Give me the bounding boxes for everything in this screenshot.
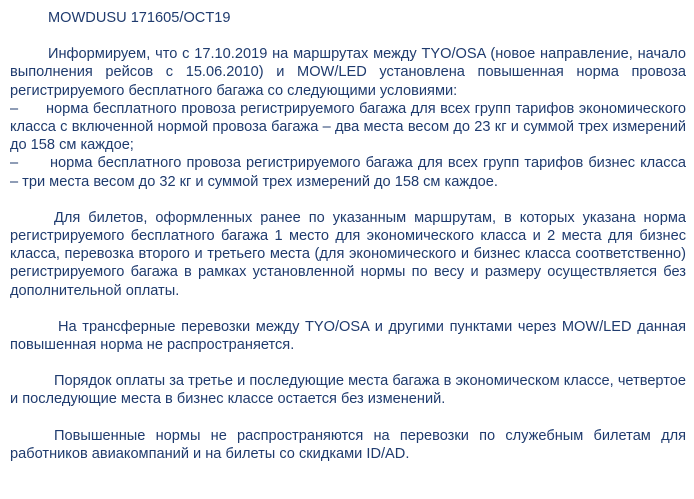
document	[10, 9, 686, 463]
paragraph-transfer: На трансферные перевозки между TYO/OSA и другими пунктами через MOW/LED данная повышенная норма не распространяется.	[10, 318, 686, 354]
list-item-text: норма бесплатного провоза регистрируемого багажа для всех групп тарифов бизнес класса – три места весом до 32 кг и суммой трех измерений до 158 см каждое.	[10, 155, 686, 190]
list-dash: –	[10, 100, 19, 117]
list-item	[10, 100, 686, 155]
spacer	[10, 300, 686, 318]
document-header: MOWDUSU 171605/OCT19	[48, 10, 231, 26]
paragraph-payment-order: Порядок оплаты за третье и последующие места багажа в экономическом классе, четвертое и последующие места в бизнес классе остается без изменений.	[10, 373, 686, 408]
spacer	[10, 191, 686, 209]
spacer	[10, 409, 686, 427]
intro-paragraph: Информируем, что с 17.10.2019 на маршрутах между TYO/OSA (новое направление, начало выполнения рейсов с 15.06.2010) и MOW/LED установлена повышенная норма провоза регистрируемого бесплатного багажа со следующими условиями:	[10, 46, 686, 99]
list-item	[10, 154, 686, 190]
spacer	[10, 354, 686, 372]
paragraph-existing-tickets: Для билетов, оформленных ранее по указанным маршрутам, в которых указана норма регистрируемого бесплатного багажа 1 место для экономического класса и 2 места для бизнес класса, перевозка второго и третьего места (для экономического и бизнес класса соответственно) регистрируемого багажа в рамках установленной нормы по весу и размеру осуществляется без дополнительной оплаты.	[10, 209, 686, 299]
paragraph-exclusions: Повышенные нормы не распространяются на перевозки по служебным билетам для работников авиакомпаний и на билеты со скидками ID/AD.	[10, 427, 686, 462]
list-item-text: норма бесплатного провоза регистрируемого багажа для всех групп тарифов экономического класса с включенной нормой провоза багажа – два места весом до 23 кг и суммой трех измерений до 158 см каждое;	[10, 100, 686, 154]
list-dash: –	[10, 155, 19, 172]
